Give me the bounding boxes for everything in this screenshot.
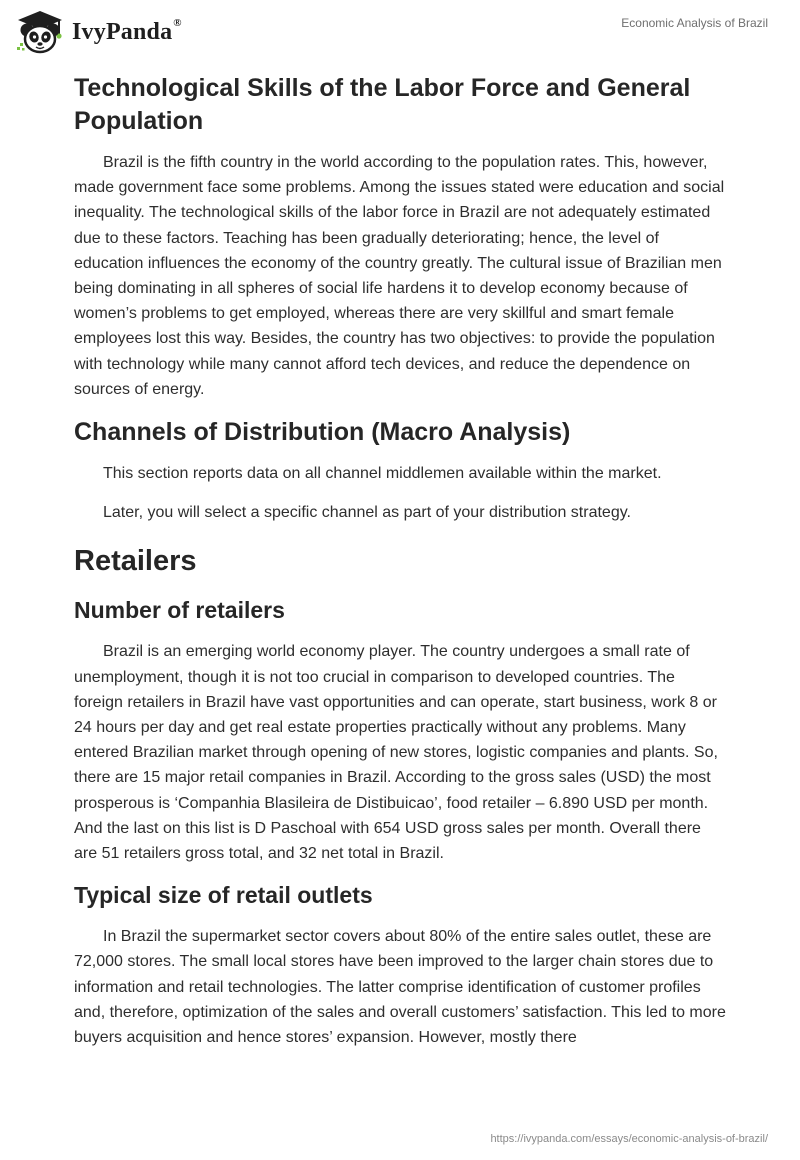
heading-retailers: Retailers	[74, 545, 197, 578]
brand-logo[interactable]	[14, 10, 182, 54]
registered-mark: ®	[173, 16, 182, 29]
source-url-link[interactable]: https://ivypanda.com/essays/economic-analysis-of-brazil/	[490, 1133, 768, 1145]
heading-tech-skills: Technological Skills of the Labor Force and General Population	[74, 74, 691, 135]
paragraph-channels-2: Later, you will select a specific channel as part of your distribution strategy.	[103, 504, 631, 522]
heading-typical-size: Typical size of retail outlets	[74, 882, 373, 909]
brand-text: IvyPanda	[72, 18, 173, 45]
paragraph-channels-1: This section reports data on all channel middlemen available within the market.	[103, 465, 662, 483]
article-body	[74, 72, 726, 1062]
paragraph-tech-skills: Brazil is the fifth country in the world according to the population rates. This, however, made government face some problems. Among the issues stated were education and social inequality. The technological skills of the labor force in Brazil are not adequately estimated due to these factors. Teaching has been gradually deteriorating; hence, the level of education influences the economy of the country greatly. The cultural issue of Brazilian men being dominating in all spheres of social life hardens it to develop economy because of women’s problems to get employed, whereas there are very skillful and smart female employees lost this way. Besides, the country has two objectives: to provide the population with technology while many cannot afford tech devices, and reduce the dependence on sources of energy.	[74, 154, 725, 398]
heading-number-of-retailers: Number of retailers	[74, 597, 285, 624]
paragraph-typical-size: In Brazil the supermarket sector covers about 80% of the entire sales outlet, these are 72,000 stores. The small local stores have been improved to the larger chain stores due to information and retail technologies. The latter comprise identification of customer profiles and, therefore, optimization of the sales and overall customers’ satisfaction. This led to more buyers acquisition and hence stores’ expansion. However, mostly there	[74, 928, 726, 1047]
paragraph-number-of-retailers: Brazil is an emerging world economy player. The country undergoes a small rate of unemployment, though it is not too crucial in comparison to developed countries. The foreign retailers in Brazil have vast opportunities and can operate, start business, work 8 or 24 hours per day and get real estate properties practically without any problems. Many entered Brazilian market through opening of new stores, logistic companies and plants. So, there are 15 major retail companies in Brazil. According to the gross sales (USD) the most prosperous is ‘Companhia Blasileira de Distibuicao’, food retailer – 6.890 USD per month. And the last on this list is D Paschoal with 654 USD gross sales per month. Overall there are 51 retailers gross total, and 32 net total in Brazil.	[74, 643, 718, 863]
panda-graduate-icon	[14, 10, 66, 54]
heading-channels: Channels of Distribution (Macro Analysis)	[74, 418, 571, 447]
page-header	[0, 0, 800, 64]
document-title: Economic Analysis of Brazil	[621, 16, 768, 30]
brand-name	[72, 16, 182, 46]
